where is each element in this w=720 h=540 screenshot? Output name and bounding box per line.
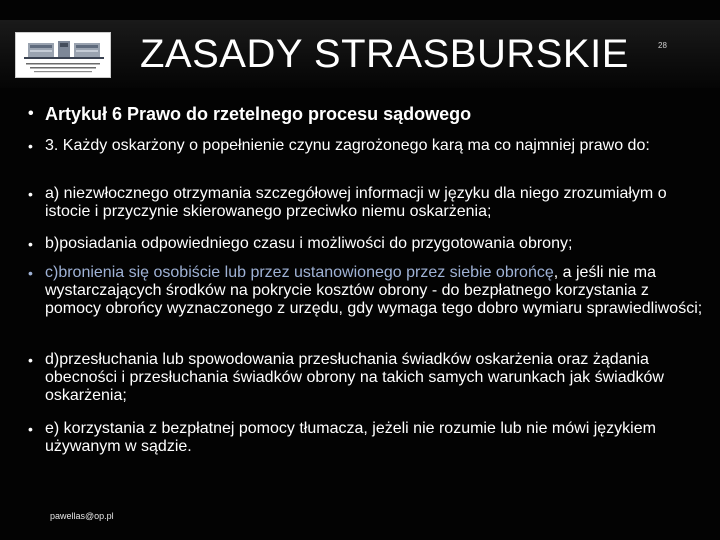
bullet-dot: • bbox=[28, 265, 33, 281]
list-item bbox=[28, 235, 705, 253]
bullet-dot: • bbox=[28, 236, 33, 252]
bullet-dot: • bbox=[28, 186, 33, 202]
bullet-dot: • bbox=[28, 421, 33, 437]
list-item-text: 3. Każdy oskarżony o popełnienie czynu zagrożonego karą ma co najmniej prawo do: bbox=[45, 137, 650, 154]
footer-email: pawellas@op.pl bbox=[50, 511, 114, 521]
slide-title: ZASADY STRASBURSKIE bbox=[140, 32, 629, 76]
heading-bullet bbox=[28, 104, 705, 124]
highlighted-text: c)bronienia się osobiście lub przez ustanowionego przez siebie obrońcę bbox=[45, 264, 554, 281]
bullet-dot: • bbox=[28, 138, 33, 154]
list-item-text: , a jeśli nie ma wystarczających środków na pokrycie kosztów obrony - do bezpłatnego korzystania z pomocy obrońcy wyznaczonego z urzędu, gdy wymaga tego dobro wymiaru sprawiedliwości; bbox=[45, 264, 703, 317]
list-item bbox=[28, 264, 705, 318]
bullet-dot: • bbox=[28, 105, 34, 122]
court-logo bbox=[15, 32, 111, 78]
list-item bbox=[28, 185, 705, 221]
list-item-text: a) niezwłocznego otrzymania szczegółowej informacji w języku dla niego zrozumiałym o istocie i przyczynie skierowanego przeciwko niemu oskarżenia; bbox=[45, 185, 667, 220]
list-item-text: b)posiadania odpowiedniego czasu i możliwości do przygotowania obrony; bbox=[45, 235, 573, 252]
heading-text: Artykuł 6 Prawo do rzetelnego procesu sądowego bbox=[45, 104, 472, 124]
page-number: 28 bbox=[658, 41, 667, 50]
list-item-text: e) korzystania z bezpłatnej pomocy tłumacza, jeżeli nie rozumie lub nie mówi językiem używanym w sądzie. bbox=[45, 420, 656, 455]
court-building-icon bbox=[16, 33, 110, 77]
bullet-dot: • bbox=[28, 352, 33, 368]
list-item bbox=[28, 137, 705, 155]
list-item bbox=[28, 420, 705, 456]
list-item-text: d)przesłuchania lub spowodowania przesłuchania świadków oskarżenia oraz żądania obecności i przesłuchania świadków obrony na takich samych warunkach jak świadków oskarżenia; bbox=[45, 351, 664, 404]
list-item bbox=[28, 351, 705, 405]
